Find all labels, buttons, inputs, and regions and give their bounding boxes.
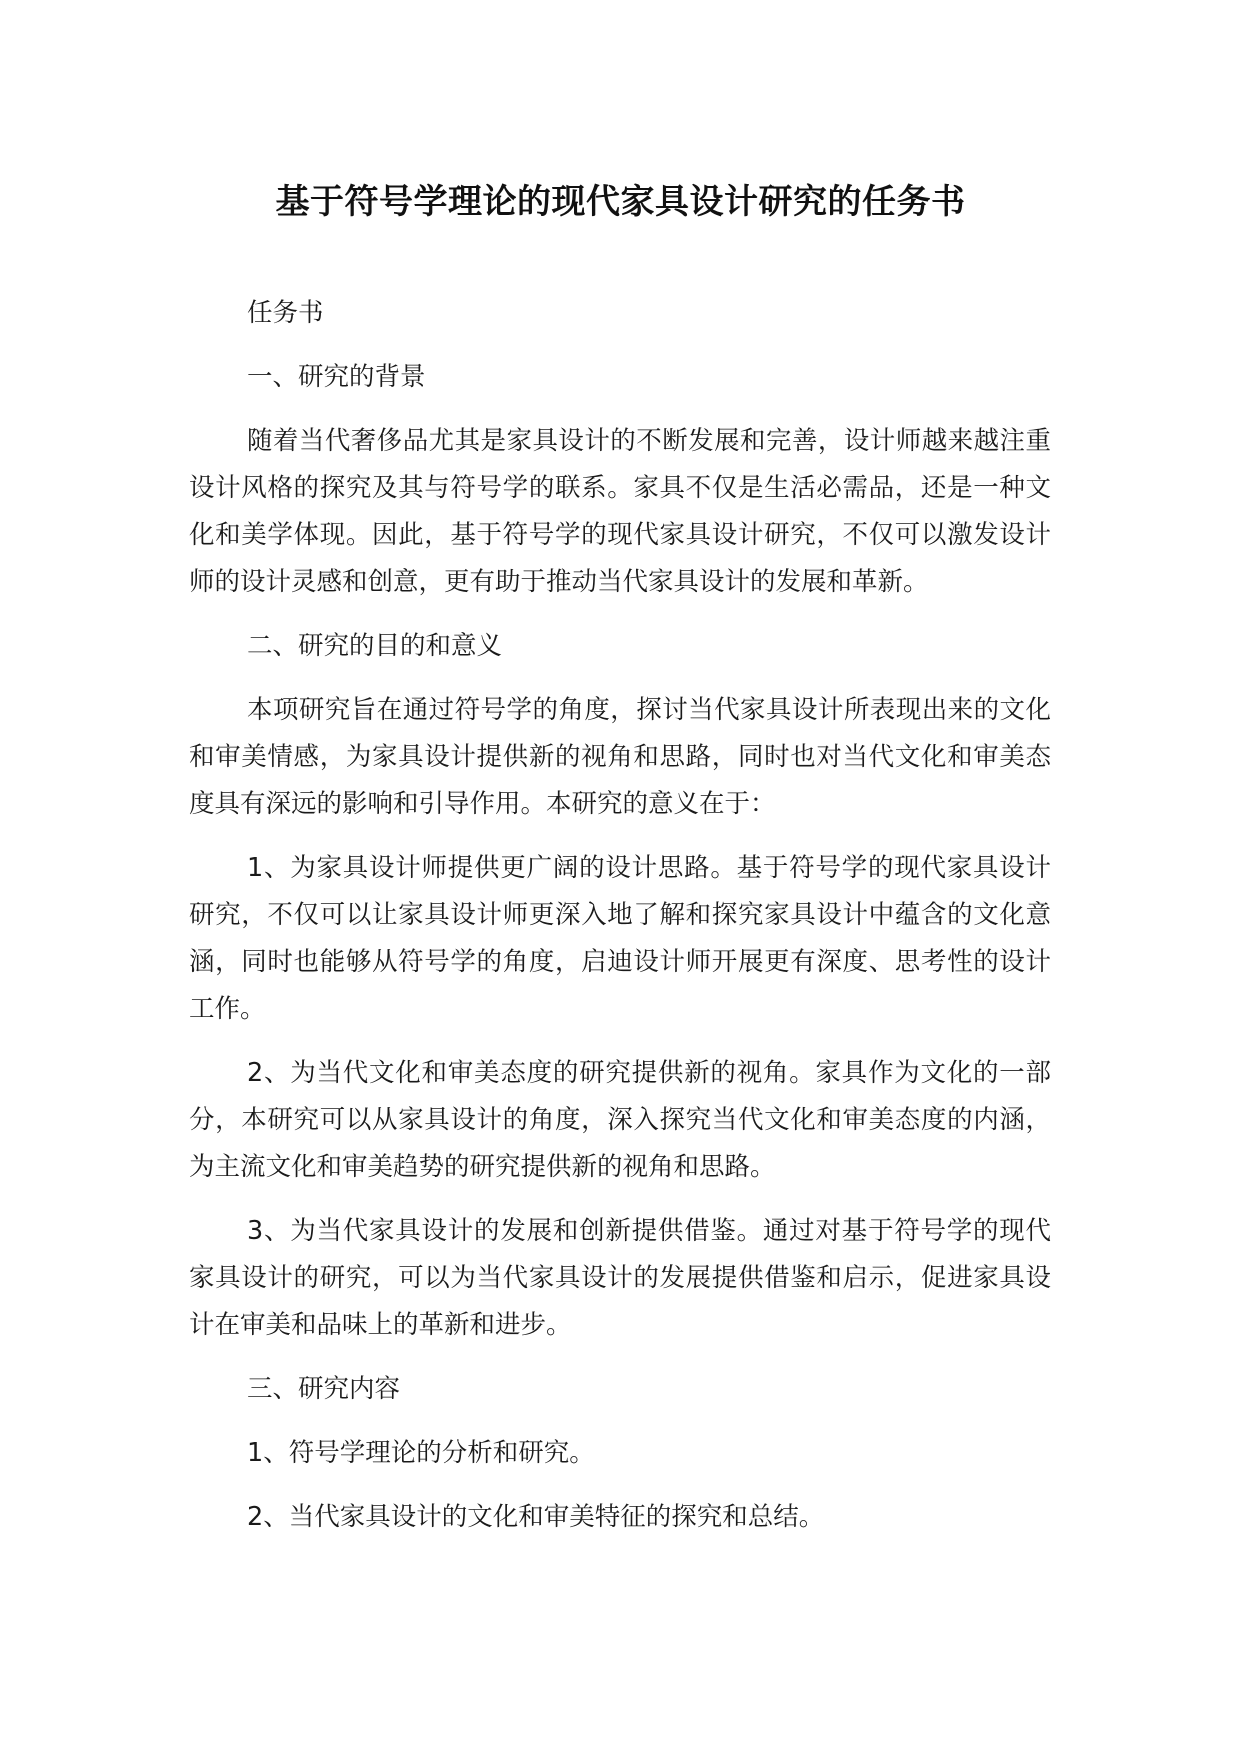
section-heading-purpose: 二、研究的目的和意义 (247, 631, 503, 661)
paragraph-heading-task: 任务书 (247, 298, 324, 328)
document-body (189, 290, 1051, 1558)
paragraph-significance-3: 3、为当代家具设计的发展和创新提供借鉴。通过对基于符号学的现代家具设计的研究，可以为当代家具设计的发展提供借鉴和启示，促进家具设计在审美和品味上的革新和进步。 (189, 1216, 1051, 1340)
paragraph-significance-1: 1、为家具设计师提供更广阔的设计思路。基于符号学的现代家具设计研究，不仅可以让家具设计师更深入地了解和探究家具设计中蕴含的文化意涵，同时也能够从符号学的角度，启迪设计师开展更有深度、思考性的设计工作。 (189, 853, 1051, 1024)
paragraph-background: 随着当代奢侈品尤其是家具设计的不断发展和完善，设计师越来越注重设计风格的探究及其与符号学的联系。家具不仅是生活必需品，还是一种文化和美学体现。因此，基于符号学的现代家具设计研究，不仅可以激发设计师的设计灵感和创意，更有助于推动当代家具设计的发展和革新。 (189, 426, 1051, 597)
section-heading-content: 三、研究内容 (247, 1374, 401, 1404)
section-heading-background: 一、研究的背景 (247, 362, 426, 392)
paragraph-content-2: 2、当代家具设计的文化和审美特征的探究和总结。 (247, 1502, 825, 1532)
paragraph-significance-2: 2、为当代文化和审美态度的研究提供新的视角。家具作为文化的一部分，本研究可以从家具设计的角度，深入探究当代文化和审美态度的内涵，为主流文化和审美趋势的研究提供新的视角和思路。 (189, 1058, 1051, 1182)
document-title: 基于符号学理论的现代家具设计研究的任务书 (275, 182, 966, 222)
paragraph-content-1: 1、符号学理论的分析和研究。 (247, 1438, 595, 1468)
paragraph-purpose: 本项研究旨在通过符号学的角度，探讨当代家具设计所表现出来的文化和审美情感，为家具设计提供新的视角和思路，同时也对当代文化和审美态度具有深远的影响和引导作用。本研究的意义在于： (189, 695, 1051, 819)
